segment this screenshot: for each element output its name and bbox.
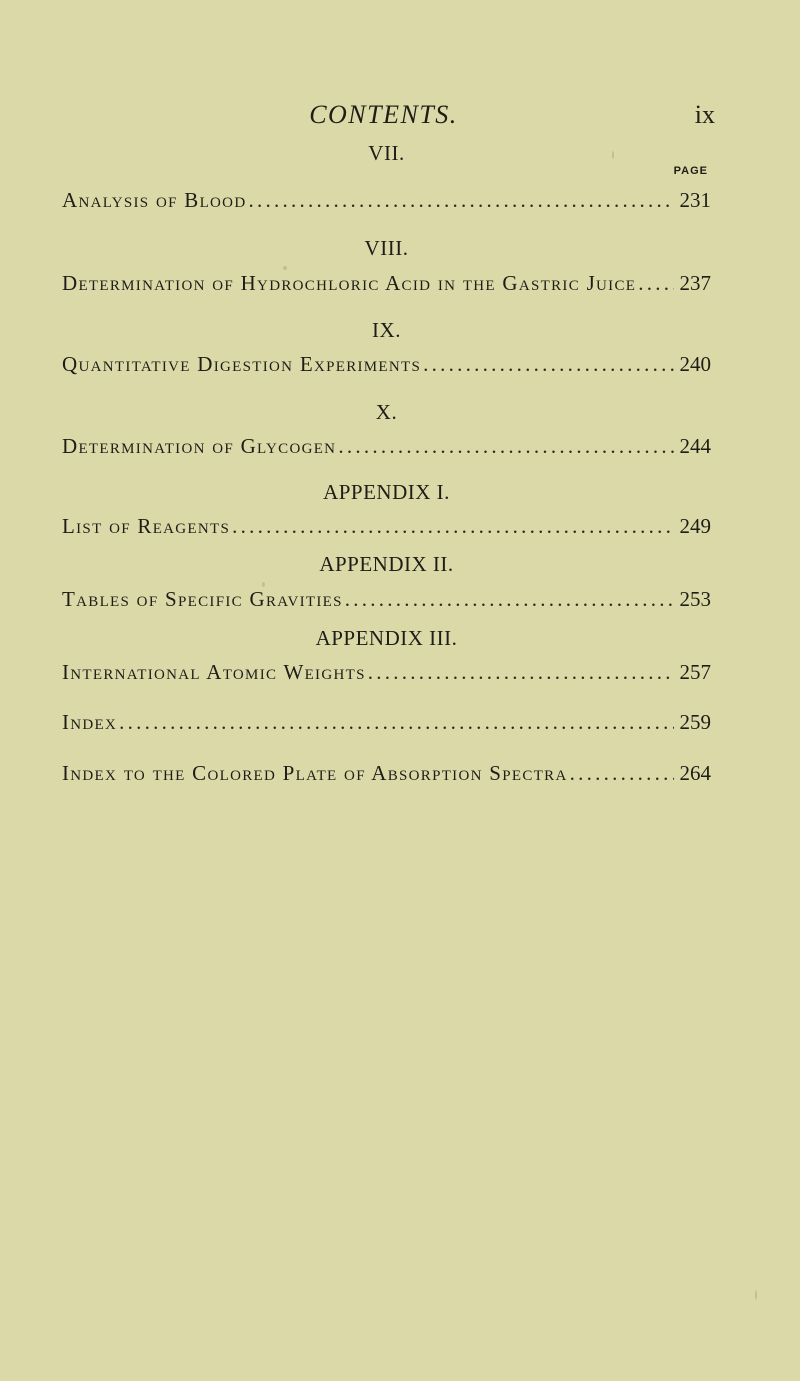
section-heading-appendix-iii: APPENDIX III. bbox=[315, 626, 458, 650]
dot-leader bbox=[345, 587, 674, 612]
page-title: CONTENTS. bbox=[309, 100, 458, 129]
toc-entry[interactable] bbox=[62, 271, 711, 299]
dot-leader bbox=[638, 271, 673, 296]
toc-entry[interactable] bbox=[62, 514, 711, 542]
page-column-label: PAGE bbox=[673, 165, 708, 177]
dot-leader bbox=[119, 710, 673, 735]
toc-entry-title: List of Reagents bbox=[62, 514, 231, 538]
dot-leader bbox=[423, 352, 673, 377]
toc-entry-page: 244 bbox=[679, 434, 711, 458]
toc-entry-page: 264 bbox=[679, 761, 711, 785]
dot-leader bbox=[232, 514, 673, 539]
toc-entry-index[interactable] bbox=[62, 710, 711, 738]
section-heading-vii: VII. bbox=[368, 141, 405, 165]
section-heading-appendix-i: APPENDIX I. bbox=[323, 480, 450, 504]
toc-entry-page: 237 bbox=[679, 271, 711, 295]
paper-speck bbox=[612, 151, 614, 159]
toc-entry-page: 240 bbox=[679, 352, 711, 376]
toc-entry[interactable] bbox=[62, 434, 711, 462]
section-heading-appendix-ii: APPENDIX II. bbox=[319, 552, 454, 576]
toc-entry-title: Index to the Colored Plate of Absorption Spectra bbox=[62, 761, 568, 785]
paper-speck bbox=[755, 1290, 757, 1300]
dot-leader bbox=[338, 434, 673, 459]
toc-entry[interactable] bbox=[62, 352, 711, 380]
toc-entry[interactable] bbox=[62, 660, 711, 688]
toc-entry-plate-index[interactable] bbox=[62, 761, 711, 789]
section-heading-x: X. bbox=[375, 400, 398, 424]
toc-entry-title: Tables of Specific Gravities bbox=[62, 587, 343, 611]
toc-entry-page: 231 bbox=[679, 188, 711, 212]
section-heading-ix: IX. bbox=[372, 318, 401, 342]
toc-entry-page: 257 bbox=[679, 660, 711, 684]
dot-leader bbox=[368, 660, 674, 685]
toc-entry-title: Determination of Glycogen bbox=[62, 434, 337, 458]
toc-entry[interactable] bbox=[62, 188, 711, 216]
toc-entry-title: Quantitative Digestion Experiments bbox=[62, 352, 422, 376]
toc-entry-page: 253 bbox=[679, 587, 711, 611]
dot-leader bbox=[570, 761, 674, 786]
toc-entry-title: Index bbox=[62, 710, 118, 734]
toc-entry-title: Analysis of Blood bbox=[62, 188, 247, 212]
paper-speck bbox=[283, 266, 287, 270]
running-head bbox=[62, 100, 715, 136]
toc-entry-title: International Atomic Weights bbox=[62, 660, 366, 684]
toc-entry-page: 249 bbox=[679, 514, 711, 538]
toc-entry-title: Determination of Hydrochloric Acid in the Gastric Juice bbox=[62, 271, 637, 295]
page-number: ix bbox=[694, 100, 715, 129]
dot-leader bbox=[248, 188, 673, 213]
paper-speck bbox=[262, 582, 265, 587]
section-heading-viii: VIII. bbox=[364, 236, 409, 260]
toc-entry-page: 259 bbox=[679, 710, 711, 734]
toc-entry[interactable] bbox=[62, 587, 711, 615]
